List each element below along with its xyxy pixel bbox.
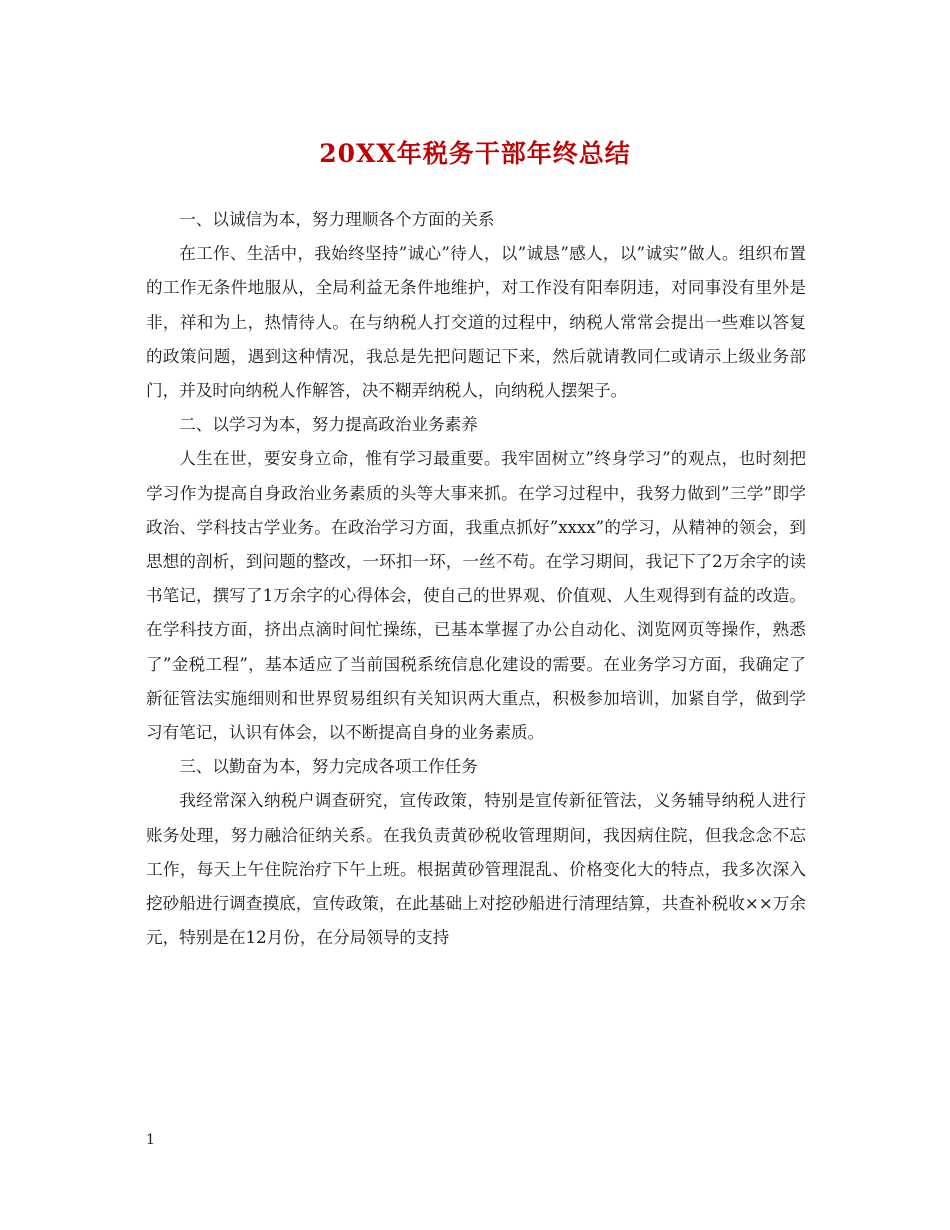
- body-paragraph-1: 在工作、生活中，我始终坚持”诚心”待人，以”诚恳”感人，以”诚实”做人。组织布置的工作无条件地服从，全局利益无条件地维护，对工作没有阳奉阴违，对同事没有里外是非，祥和为上，热情待人。在与纳税人打交道的过程中，纳税人常常会提出一些难以答复的政策问题，遇到这种情况，我总是先把问题记下来，然后就请教同仁或请示上级业务部门，并及时向纳税人作解答，决不糊弄纳税人，向纳税人摆架子。: [146, 244, 806, 401]
- section-heading-1: 一、以诚信为本，努力理顺各个方面的关系: [179, 210, 495, 229]
- page-number: 1: [146, 1132, 155, 1148]
- body-paragraph-3: 我经常深入纳税户调查研究，宣传政策，特别是宣传新征管法，义务辅导纳税人进行账务处理，努力融洽征纳关系。在我负责黄砂税收管理期间，我因病住院，但我念念不忘工作，每天上午住院治疗下午上班。根据黄砂管理混乱、价格变化大的特点，我多次深入挖砂船进行调查摸底，宣传政策，在此基础上对挖砂船进行清理结算，共查补税收××万余元，特别是在12月份，在分局领导的支持: [146, 791, 806, 948]
- body-paragraph-2: 人生在世，要安身立命，惟有学习最重要。我牢固树立”终身学习”的观点，也时刻把学习作为提高自身政治业务素质的头等大事来抓。在学习过程中，我努力做到”三学”即学政治、学科技古学业务。在政治学习方面，我重点抓好”xxxx”的学习，从精神的领会，到思想的剖析，到问题的整改，一环扣一环，一丝不苟。在学习期间，我记下了2万余字的读书笔记，撰写了1万余字的心得体会，使自己的世界观、价值观、人生观得到有益的改造。在学科技方面，挤出点滴时间忙操练，已基本掌握了办公自动化、浏览网页等操作，熟悉了”金税工程”，基本适应了当前国税系统信息化建设的需要。在业务学习方面，我确定了新征管法实施细则和世界贸易组织有关知识两大重点，积极参加培训，加紧自学，做到学习有笔记，认识有体会，以不断提高自身的业务素质。: [146, 449, 806, 743]
- document-title: 20XX年税务干部年终总结: [319, 139, 631, 168]
- document-body: [146, 203, 806, 955]
- section-heading-3: 三、以勤奋为本，努力完成各项工作任务: [179, 757, 478, 777]
- section-heading-2: 二、以学习为本，努力提高政治业务素养: [179, 415, 478, 435]
